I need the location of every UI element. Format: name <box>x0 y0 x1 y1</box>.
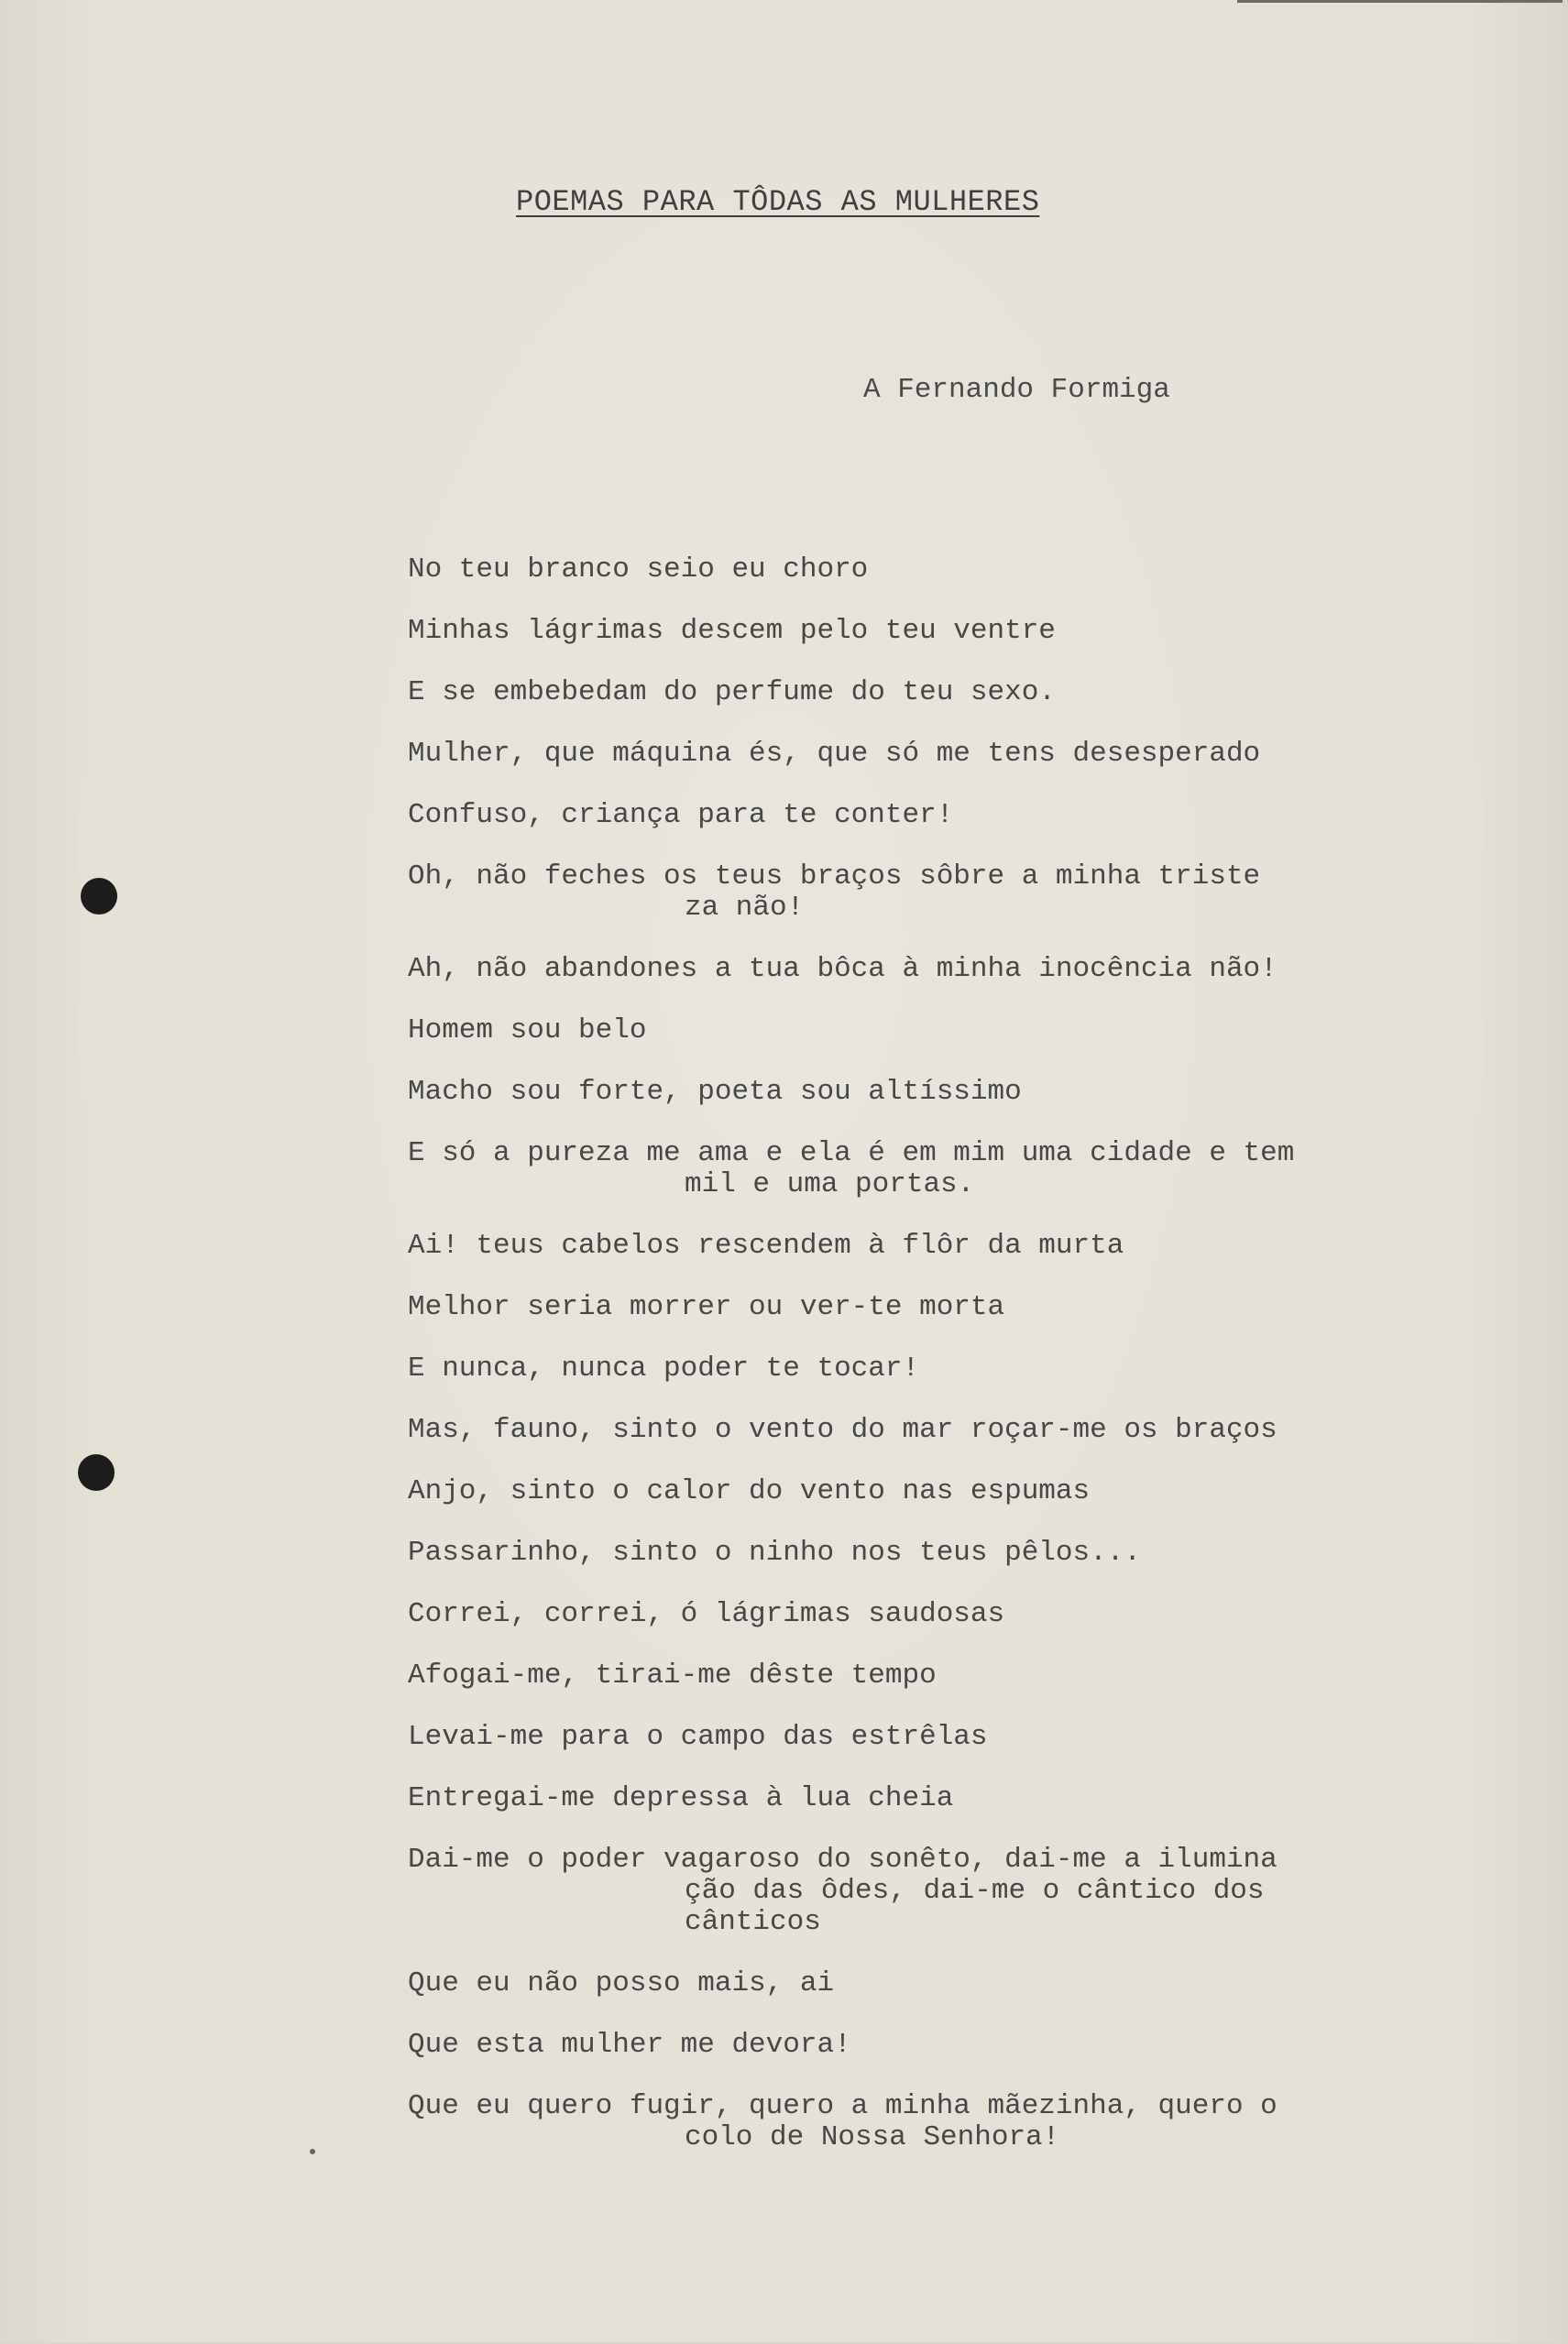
poem-line-text: Homem sou belo <box>408 1014 647 1046</box>
poem-line-text: Entregai-me depressa à lua cheia <box>408 1782 954 1814</box>
poem-line-text: Passarinho, sinto o ninho nos teus pêlos... <box>408 1537 1141 1569</box>
poem-line-text: E nunca, nunca poder te tocar! <box>408 1353 920 1385</box>
poem-line-text: Que eu não posso mais, ai <box>408 1967 835 1999</box>
poem-line-text: E se embebedam do perfume do teu sexo. <box>408 676 1056 708</box>
poem-line <box>408 1231 1434 1262</box>
poem-line-text: Anjo, sinto o calor do vento nas espumas <box>408 1475 1091 1507</box>
poem-line <box>408 800 1434 831</box>
poem-line <box>408 1599 1434 1630</box>
poem-line <box>408 1968 1434 1999</box>
poem-line-text: Confuso, criança para te conter! <box>408 799 954 831</box>
dedication: A Fernando Formiga <box>863 374 1170 406</box>
poem-body <box>408 554 1434 2184</box>
poem-line-text: Ah, não abandones a tua bôca à minha inocência não! <box>408 953 1277 985</box>
poem-line-continuation <box>408 1876 1434 1938</box>
poem-title: POEMAS PARA TÔDAS AS MULHERES <box>516 185 1040 219</box>
poem-line <box>408 1015 1434 1046</box>
poem-line-continuation: mil e uma portas. <box>685 1168 975 1200</box>
poem-line-continuation: za não! <box>685 892 805 924</box>
poem-line <box>408 954 1434 985</box>
poem-line <box>408 616 1434 647</box>
punch-hole-bottom <box>78 1454 115 1491</box>
poem-line <box>408 1538 1434 1569</box>
poem-line-text: Oh, não feches os teus braços sôbre a minha triste <box>408 860 1261 893</box>
poem-line-text: Levai-me para o campo das estrêlas <box>408 1721 988 1753</box>
poem-line-text: Que eu quero fugir, quero a minha mãezinha, quero o <box>408 2090 1277 2122</box>
poem-line <box>408 1138 1434 1200</box>
punch-hole-top <box>81 878 117 915</box>
poem-line-text: No teu branco seio eu choro <box>408 553 869 586</box>
poem-line-text: Minhas lágrimas descem pelo teu ventre <box>408 615 1056 647</box>
poem-line <box>408 1845 1434 1938</box>
poem-line <box>408 739 1434 770</box>
poem-line-text: Ai! teus cabelos rescendem à flôr da murta <box>408 1230 1124 1262</box>
poem-line <box>408 554 1434 586</box>
poem-line <box>408 677 1434 708</box>
poem-line <box>408 1476 1434 1507</box>
poem-line-text: Mulher, que máquina és, que só me tens desesperado <box>408 738 1261 770</box>
poem-line-text: Que esta mulher me devora! <box>408 2029 851 2061</box>
poem-line <box>408 1783 1434 1814</box>
poem-line <box>408 2091 1434 2153</box>
poem-line <box>408 1722 1434 1753</box>
poem-line <box>408 1415 1434 1446</box>
poem-line-text: Mas, fauno, sinto o vento do mar roçar-me os braços <box>408 1414 1277 1446</box>
poem-line <box>408 861 1434 924</box>
poem-line <box>408 2030 1434 2061</box>
poem-line-text: Melhor seria morrer ou ver-te morta <box>408 1291 1005 1323</box>
poem-line-text: Correi, correi, ó lágrimas saudosas <box>408 1598 1005 1630</box>
poem-line <box>408 1660 1434 1692</box>
page-top-edge <box>1237 0 1563 3</box>
poem-line-text: Afogai-me, tirai-me dêste tempo <box>408 1659 937 1692</box>
ink-speck <box>310 2149 315 2154</box>
poem-line-text: E só a pureza me ama e ela é em mim uma cidade e tem <box>408 1137 1295 1169</box>
poem-line-text: Dai-me o poder vagaroso do sonêto, dai-me a ilumina <box>408 1844 1277 1876</box>
poem-line-continuation-part: cânticos <box>685 1906 821 1938</box>
poem-line-continuation-part: ção das ôdes, dai-me o cântico dos <box>685 1875 1265 1907</box>
poem-line-continuation: colo de Nossa Senhora! <box>685 2121 1060 2153</box>
poem-line <box>408 1077 1434 1108</box>
poem-line <box>408 1353 1434 1385</box>
poem-line-text: Macho sou forte, poeta sou altíssimo <box>408 1076 1022 1108</box>
poem-line <box>408 1292 1434 1323</box>
